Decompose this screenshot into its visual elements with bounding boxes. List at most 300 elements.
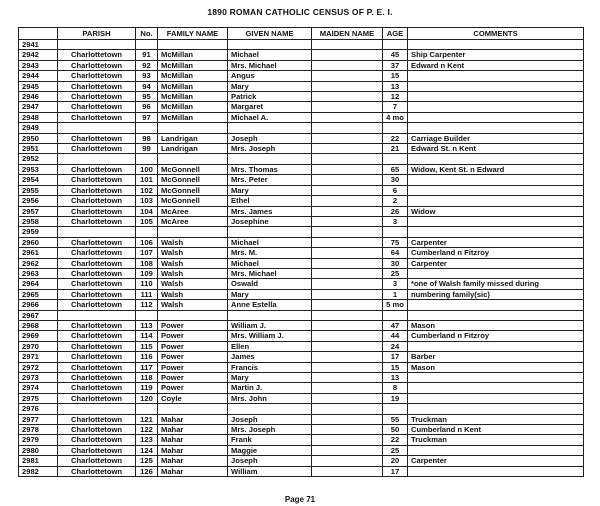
maiden-name-cell bbox=[312, 425, 383, 435]
age-cell: 25 bbox=[383, 445, 408, 455]
table-row bbox=[19, 196, 584, 206]
family-name-cell: Mahar bbox=[158, 466, 228, 476]
comments-cell: Widow bbox=[408, 206, 584, 216]
table-row bbox=[19, 425, 584, 435]
table-row bbox=[19, 50, 584, 60]
table-row bbox=[19, 227, 584, 237]
age-cell: 75 bbox=[383, 237, 408, 247]
family-name-cell: McMillan bbox=[158, 71, 228, 81]
maiden-name-cell bbox=[312, 320, 383, 330]
parish-cell: Charlottetown bbox=[58, 196, 136, 206]
record-number-cell: 2968 bbox=[19, 320, 58, 330]
maiden-name-cell bbox=[312, 71, 383, 81]
age-cell: 37 bbox=[383, 60, 408, 70]
record-number-cell: 2944 bbox=[19, 71, 58, 81]
maiden-name-cell bbox=[312, 383, 383, 393]
parish-cell: Charlottetown bbox=[58, 352, 136, 362]
family-name-cell: Power bbox=[158, 320, 228, 330]
age-cell: 15 bbox=[383, 362, 408, 372]
family-name-cell: McMillan bbox=[158, 81, 228, 91]
record-number-cell: 2947 bbox=[19, 102, 58, 112]
comments-cell: Carriage Builder bbox=[408, 133, 584, 143]
given-name-cell: Mrs. John bbox=[228, 393, 312, 403]
age-cell: 26 bbox=[383, 206, 408, 216]
given-name-cell: Michael A. bbox=[228, 112, 312, 122]
family-number-cell: 118 bbox=[136, 373, 158, 383]
maiden-name-cell bbox=[312, 40, 383, 50]
maiden-name-cell bbox=[312, 123, 383, 133]
record-number-cell: 2942 bbox=[19, 50, 58, 60]
maiden-name-cell bbox=[312, 92, 383, 102]
family-number-cell: 125 bbox=[136, 456, 158, 466]
family-name-cell: Walsh bbox=[158, 300, 228, 310]
given-name-cell: Michael bbox=[228, 258, 312, 268]
age-cell: 30 bbox=[383, 175, 408, 185]
age-cell: 1 bbox=[383, 289, 408, 299]
parish-cell: Charlottetown bbox=[58, 456, 136, 466]
record-number-cell: 2978 bbox=[19, 425, 58, 435]
family-number-cell: 108 bbox=[136, 258, 158, 268]
family-number-cell: 102 bbox=[136, 185, 158, 195]
comments-cell bbox=[408, 92, 584, 102]
family-name-cell: McMillan bbox=[158, 50, 228, 60]
family-name-cell: Mahar bbox=[158, 435, 228, 445]
family-name-cell bbox=[158, 310, 228, 320]
maiden-name-cell bbox=[312, 352, 383, 362]
table-row bbox=[19, 268, 584, 278]
census-table bbox=[18, 27, 584, 477]
age-cell: 17 bbox=[383, 352, 408, 362]
comments-cell bbox=[408, 373, 584, 383]
maiden-name-cell bbox=[312, 102, 383, 112]
family-name-cell: Mahar bbox=[158, 456, 228, 466]
maiden-name-cell bbox=[312, 248, 383, 258]
family-name-cell: McGonnell bbox=[158, 164, 228, 174]
given-name-cell: Mary bbox=[228, 373, 312, 383]
maiden-name-cell bbox=[312, 414, 383, 424]
table-row bbox=[19, 81, 584, 91]
parish-cell: Charlottetown bbox=[58, 435, 136, 445]
parish-cell: Charlottetown bbox=[58, 320, 136, 330]
maiden-name-cell bbox=[312, 258, 383, 268]
age-cell bbox=[383, 123, 408, 133]
table-row bbox=[19, 331, 584, 341]
maiden-name-cell bbox=[312, 456, 383, 466]
family-number-cell bbox=[136, 40, 158, 50]
family-number-cell: 93 bbox=[136, 71, 158, 81]
family-number-cell: 114 bbox=[136, 331, 158, 341]
record-number-cell: 2977 bbox=[19, 414, 58, 424]
maiden-name-cell bbox=[312, 393, 383, 403]
table-row bbox=[19, 102, 584, 112]
family-number-cell: 113 bbox=[136, 320, 158, 330]
family-name-cell bbox=[158, 154, 228, 164]
header-row bbox=[19, 28, 584, 40]
age-cell: 22 bbox=[383, 133, 408, 143]
parish-cell: Charlottetown bbox=[58, 50, 136, 60]
maiden-name-cell bbox=[312, 445, 383, 455]
family-number-cell: 109 bbox=[136, 268, 158, 278]
header-cell-family-name: FAMILY NAME bbox=[158, 28, 228, 40]
parish-cell bbox=[58, 40, 136, 50]
comments-cell: Carpenter bbox=[408, 237, 584, 247]
table-row bbox=[19, 154, 584, 164]
family-number-cell bbox=[136, 404, 158, 414]
maiden-name-cell bbox=[312, 216, 383, 226]
parish-cell: Charlottetown bbox=[58, 175, 136, 185]
record-number-cell: 2961 bbox=[19, 248, 58, 258]
table-row bbox=[19, 144, 584, 154]
table-row bbox=[19, 237, 584, 247]
family-name-cell bbox=[158, 227, 228, 237]
age-cell: 45 bbox=[383, 50, 408, 60]
family-name-cell: Power bbox=[158, 373, 228, 383]
given-name-cell: Mrs. Michael bbox=[228, 268, 312, 278]
age-cell bbox=[383, 40, 408, 50]
given-name-cell bbox=[228, 154, 312, 164]
given-name-cell: Josephine bbox=[228, 216, 312, 226]
comments-cell: Edward St. n Kent bbox=[408, 144, 584, 154]
table-row bbox=[19, 92, 584, 102]
family-name-cell: Power bbox=[158, 331, 228, 341]
parish-cell: Charlottetown bbox=[58, 414, 136, 424]
table-row bbox=[19, 216, 584, 226]
given-name-cell: Frank bbox=[228, 435, 312, 445]
maiden-name-cell bbox=[312, 268, 383, 278]
given-name-cell: Mrs. Peter bbox=[228, 175, 312, 185]
family-name-cell: Walsh bbox=[158, 289, 228, 299]
comments-cell bbox=[408, 40, 584, 50]
age-cell: 15 bbox=[383, 71, 408, 81]
table-row bbox=[19, 393, 584, 403]
age-cell: 13 bbox=[383, 373, 408, 383]
parish-cell: Charlottetown bbox=[58, 393, 136, 403]
maiden-name-cell bbox=[312, 341, 383, 351]
record-number-cell: 2962 bbox=[19, 258, 58, 268]
parish-cell: Charlottetown bbox=[58, 133, 136, 143]
comments-cell bbox=[408, 393, 584, 403]
parish-cell: Charlottetown bbox=[58, 71, 136, 81]
record-number-cell: 2967 bbox=[19, 310, 58, 320]
family-name-cell: Walsh bbox=[158, 248, 228, 258]
comments-cell bbox=[408, 112, 584, 122]
age-cell: 65 bbox=[383, 164, 408, 174]
comments-cell: Truckman bbox=[408, 414, 584, 424]
given-name-cell bbox=[228, 40, 312, 50]
age-cell: 3 bbox=[383, 279, 408, 289]
comments-cell: Edward n Kent bbox=[408, 60, 584, 70]
parish-cell: Charlottetown bbox=[58, 102, 136, 112]
given-name-cell: Maggie bbox=[228, 445, 312, 455]
family-name-cell: McGonnell bbox=[158, 185, 228, 195]
parish-cell: Charlottetown bbox=[58, 425, 136, 435]
record-number-cell: 2959 bbox=[19, 227, 58, 237]
maiden-name-cell bbox=[312, 300, 383, 310]
parish-cell bbox=[58, 404, 136, 414]
given-name-cell: Patrick bbox=[228, 92, 312, 102]
record-number-cell: 2963 bbox=[19, 268, 58, 278]
header-cell-index bbox=[19, 28, 58, 40]
record-number-cell: 2956 bbox=[19, 196, 58, 206]
comments-cell bbox=[408, 71, 584, 81]
family-number-cell: 100 bbox=[136, 164, 158, 174]
family-number-cell bbox=[136, 154, 158, 164]
parish-cell: Charlottetown bbox=[58, 383, 136, 393]
given-name-cell: Mary bbox=[228, 185, 312, 195]
given-name-cell bbox=[228, 404, 312, 414]
record-number-cell: 2950 bbox=[19, 133, 58, 143]
maiden-name-cell bbox=[312, 310, 383, 320]
age-cell: 2 bbox=[383, 196, 408, 206]
given-name-cell bbox=[228, 123, 312, 133]
given-name-cell: James bbox=[228, 352, 312, 362]
parish-cell bbox=[58, 123, 136, 133]
record-number-cell: 2981 bbox=[19, 456, 58, 466]
given-name-cell: Mrs. Joseph bbox=[228, 425, 312, 435]
family-name-cell: McAree bbox=[158, 216, 228, 226]
family-name-cell: McMillan bbox=[158, 102, 228, 112]
table-row bbox=[19, 112, 584, 122]
comments-cell bbox=[408, 341, 584, 351]
maiden-name-cell bbox=[312, 164, 383, 174]
comments-cell: *one of Walsh family missed during bbox=[408, 279, 584, 289]
given-name-cell: Martin J. bbox=[228, 383, 312, 393]
table-row bbox=[19, 133, 584, 143]
maiden-name-cell bbox=[312, 362, 383, 372]
age-cell: 20 bbox=[383, 456, 408, 466]
given-name-cell: Ellen bbox=[228, 341, 312, 351]
family-number-cell: 98 bbox=[136, 133, 158, 143]
table-row bbox=[19, 60, 584, 70]
comments-cell bbox=[408, 466, 584, 476]
family-number-cell: 105 bbox=[136, 216, 158, 226]
parish-cell: Charlottetown bbox=[58, 60, 136, 70]
comments-cell bbox=[408, 227, 584, 237]
table-row bbox=[19, 362, 584, 372]
record-number-cell: 2969 bbox=[19, 331, 58, 341]
family-name-cell: McGonnell bbox=[158, 175, 228, 185]
record-number-cell: 2954 bbox=[19, 175, 58, 185]
record-number-cell: 2941 bbox=[19, 40, 58, 50]
given-name-cell: Angus bbox=[228, 71, 312, 81]
age-cell: 55 bbox=[383, 414, 408, 424]
header-cell-given-name: GIVEN NAME bbox=[228, 28, 312, 40]
header-cell-parish: PARISH bbox=[58, 28, 136, 40]
family-number-cell: 107 bbox=[136, 248, 158, 258]
record-number-cell: 2974 bbox=[19, 383, 58, 393]
age-cell bbox=[383, 154, 408, 164]
record-number-cell: 2949 bbox=[19, 123, 58, 133]
table-row bbox=[19, 352, 584, 362]
given-name-cell: Mary bbox=[228, 289, 312, 299]
given-name-cell: William bbox=[228, 466, 312, 476]
parish-cell: Charlottetown bbox=[58, 185, 136, 195]
age-cell: 25 bbox=[383, 268, 408, 278]
age-cell: 47 bbox=[383, 320, 408, 330]
record-number-cell: 2958 bbox=[19, 216, 58, 226]
comments-cell: Cumberland n Fitzroy bbox=[408, 331, 584, 341]
comments-cell: Truckman bbox=[408, 435, 584, 445]
given-name-cell bbox=[228, 310, 312, 320]
age-cell: 12 bbox=[383, 92, 408, 102]
given-name-cell: Mary bbox=[228, 81, 312, 91]
table-row bbox=[19, 445, 584, 455]
age-cell: 24 bbox=[383, 341, 408, 351]
parish-cell: Charlottetown bbox=[58, 279, 136, 289]
parish-cell: Charlottetown bbox=[58, 341, 136, 351]
age-cell: 44 bbox=[383, 331, 408, 341]
age-cell: 5 mo bbox=[383, 300, 408, 310]
table-row bbox=[19, 289, 584, 299]
record-number-cell: 2957 bbox=[19, 206, 58, 216]
comments-cell: Barber bbox=[408, 352, 584, 362]
given-name-cell: Margaret bbox=[228, 102, 312, 112]
maiden-name-cell bbox=[312, 144, 383, 154]
comments-cell bbox=[408, 310, 584, 320]
given-name-cell: Michael bbox=[228, 237, 312, 247]
parish-cell: Charlottetown bbox=[58, 331, 136, 341]
parish-cell: Charlottetown bbox=[58, 373, 136, 383]
record-number-cell: 2966 bbox=[19, 300, 58, 310]
parish-cell: Charlottetown bbox=[58, 362, 136, 372]
comments-cell bbox=[408, 383, 584, 393]
given-name-cell: Joseph bbox=[228, 456, 312, 466]
given-name-cell: Mrs. James bbox=[228, 206, 312, 216]
maiden-name-cell bbox=[312, 404, 383, 414]
census-table-body bbox=[19, 40, 584, 477]
record-number-cell: 2970 bbox=[19, 341, 58, 351]
comments-cell: Widow, Kent St. n Edward bbox=[408, 164, 584, 174]
record-number-cell: 2973 bbox=[19, 373, 58, 383]
age-cell bbox=[383, 227, 408, 237]
age-cell bbox=[383, 310, 408, 320]
header-cell-maiden-name: MAIDEN NAME bbox=[312, 28, 383, 40]
maiden-name-cell bbox=[312, 206, 383, 216]
maiden-name-cell bbox=[312, 289, 383, 299]
family-name-cell: Landrigan bbox=[158, 144, 228, 154]
comments-cell: Cumberland n Fitzroy bbox=[408, 248, 584, 258]
family-number-cell: 106 bbox=[136, 237, 158, 247]
maiden-name-cell bbox=[312, 175, 383, 185]
family-name-cell bbox=[158, 123, 228, 133]
maiden-name-cell bbox=[312, 81, 383, 91]
record-number-cell: 2975 bbox=[19, 393, 58, 403]
age-cell: 19 bbox=[383, 393, 408, 403]
given-name-cell: Mrs. M. bbox=[228, 248, 312, 258]
record-number-cell: 2964 bbox=[19, 279, 58, 289]
maiden-name-cell bbox=[312, 331, 383, 341]
table-row bbox=[19, 258, 584, 268]
maiden-name-cell bbox=[312, 466, 383, 476]
record-number-cell: 2948 bbox=[19, 112, 58, 122]
given-name-cell bbox=[228, 227, 312, 237]
record-number-cell: 2976 bbox=[19, 404, 58, 414]
record-number-cell: 2980 bbox=[19, 445, 58, 455]
parish-cell: Charlottetown bbox=[58, 237, 136, 247]
table-row bbox=[19, 185, 584, 195]
given-name-cell: Oswald bbox=[228, 279, 312, 289]
comments-cell bbox=[408, 404, 584, 414]
given-name-cell: Mrs. Joseph bbox=[228, 144, 312, 154]
family-name-cell: Mahar bbox=[158, 425, 228, 435]
family-number-cell: 120 bbox=[136, 393, 158, 403]
comments-cell: Carpenter bbox=[408, 258, 584, 268]
comments-cell bbox=[408, 216, 584, 226]
parish-cell: Charlottetown bbox=[58, 144, 136, 154]
parish-cell: Charlottetown bbox=[58, 248, 136, 258]
table-row bbox=[19, 466, 584, 476]
parish-cell: Charlottetown bbox=[58, 81, 136, 91]
comments-cell bbox=[408, 175, 584, 185]
age-cell: 30 bbox=[383, 258, 408, 268]
family-name-cell: McMillan bbox=[158, 60, 228, 70]
record-number-cell: 2972 bbox=[19, 362, 58, 372]
age-cell: 13 bbox=[383, 81, 408, 91]
family-number-cell: 97 bbox=[136, 112, 158, 122]
family-number-cell: 101 bbox=[136, 175, 158, 185]
family-number-cell: 104 bbox=[136, 206, 158, 216]
parish-cell: Charlottetown bbox=[58, 112, 136, 122]
given-name-cell: Francis bbox=[228, 362, 312, 372]
record-number-cell: 2952 bbox=[19, 154, 58, 164]
maiden-name-cell bbox=[312, 373, 383, 383]
table-row bbox=[19, 71, 584, 81]
family-number-cell: 99 bbox=[136, 144, 158, 154]
table-row bbox=[19, 456, 584, 466]
family-number-cell: 96 bbox=[136, 102, 158, 112]
given-name-cell: William J. bbox=[228, 320, 312, 330]
family-name-cell: Landrigan bbox=[158, 133, 228, 143]
family-name-cell: Walsh bbox=[158, 237, 228, 247]
comments-cell bbox=[408, 196, 584, 206]
maiden-name-cell bbox=[312, 50, 383, 60]
age-cell: 64 bbox=[383, 248, 408, 258]
comments-cell bbox=[408, 268, 584, 278]
page-title: 1890 ROMAN CATHOLIC CENSUS OF P. E. I. bbox=[207, 7, 393, 17]
given-name-cell: Joseph bbox=[228, 414, 312, 424]
record-number-cell: 2982 bbox=[19, 466, 58, 476]
age-cell: 22 bbox=[383, 435, 408, 445]
record-number-cell: 2971 bbox=[19, 352, 58, 362]
family-name-cell: Power bbox=[158, 341, 228, 351]
given-name-cell: Mrs. Thomas bbox=[228, 164, 312, 174]
parish-cell: Charlottetown bbox=[58, 258, 136, 268]
parish-cell bbox=[58, 227, 136, 237]
header-cell-no: No. bbox=[136, 28, 158, 40]
parish-cell bbox=[58, 154, 136, 164]
table-row bbox=[19, 341, 584, 351]
family-name-cell: Mahar bbox=[158, 445, 228, 455]
record-number-cell: 2955 bbox=[19, 185, 58, 195]
family-name-cell: Power bbox=[158, 352, 228, 362]
age-cell: 6 bbox=[383, 185, 408, 195]
record-number-cell: 2945 bbox=[19, 81, 58, 91]
family-name-cell bbox=[158, 404, 228, 414]
table-row bbox=[19, 383, 584, 393]
family-name-cell: Power bbox=[158, 383, 228, 393]
table-row bbox=[19, 404, 584, 414]
record-number-cell: 2953 bbox=[19, 164, 58, 174]
age-cell: 50 bbox=[383, 425, 408, 435]
given-name-cell: Mrs. William J. bbox=[228, 331, 312, 341]
family-number-cell: 119 bbox=[136, 383, 158, 393]
family-number-cell: 126 bbox=[136, 466, 158, 476]
table-row bbox=[19, 175, 584, 185]
maiden-name-cell bbox=[312, 112, 383, 122]
family-number-cell bbox=[136, 123, 158, 133]
record-number-cell: 2960 bbox=[19, 237, 58, 247]
family-number-cell: 112 bbox=[136, 300, 158, 310]
